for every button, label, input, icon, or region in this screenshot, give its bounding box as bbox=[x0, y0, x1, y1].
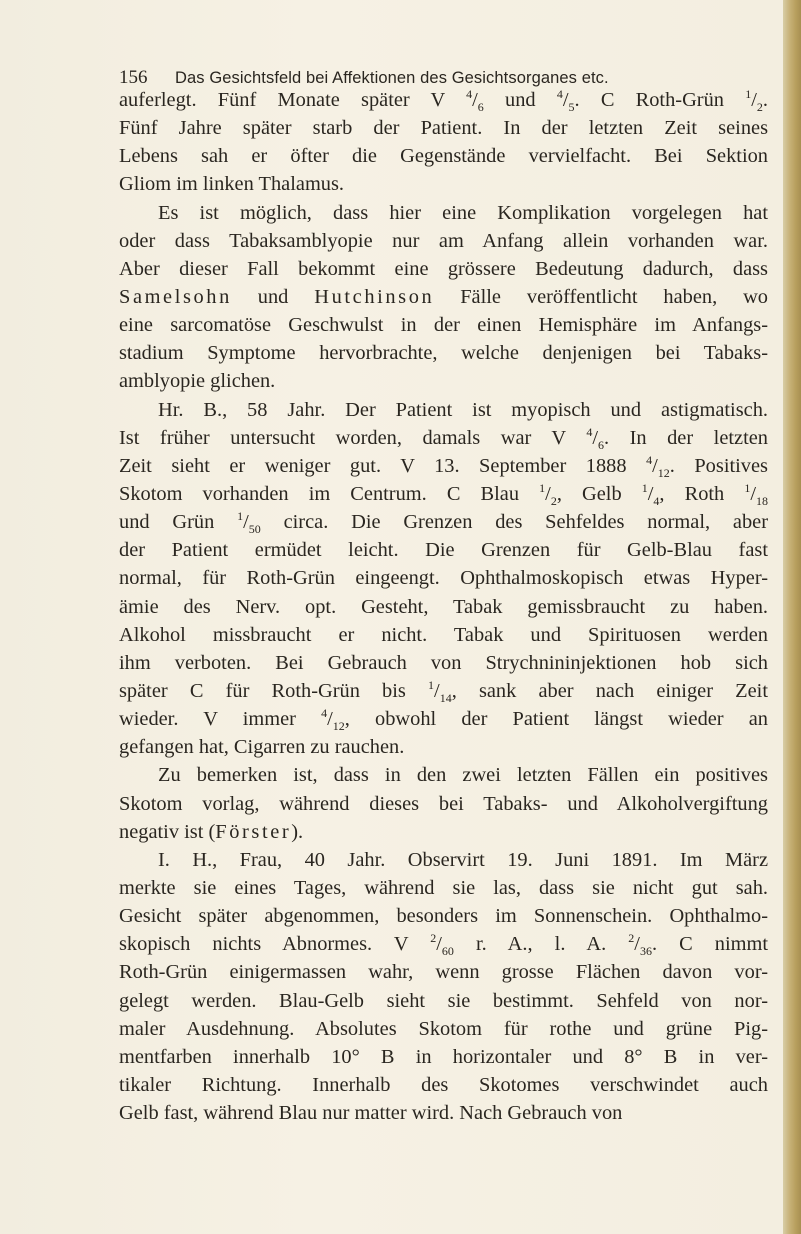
text-line: Gliom im linken Thalamus. bbox=[119, 173, 345, 196]
text-line: Zeit sieht er weniger gut. V 13. September 1888 $^4/_{12}$. Positives bbox=[119, 453, 768, 480]
spaced-author-name: Förster bbox=[215, 820, 292, 843]
text-line: I. H., Frau, 40 Jahr. Observirt 19. Juni 1891. Im März bbox=[158, 848, 768, 871]
fraction-numerator: 1 bbox=[539, 481, 546, 496]
fraction-denominator: 6 bbox=[477, 100, 484, 115]
text-line: normal, für Roth-Grün eingeengt. Ophthalmoskopisch etwas Hyper- bbox=[119, 567, 768, 590]
text-line: Fünf Jahre später starb der Patient. In der letzten Zeit seines bbox=[119, 117, 768, 140]
fraction-numerator: 1 bbox=[641, 481, 648, 496]
text-line: mentfarben innerhalb 10° B in horizontaler und 8° B in ver- bbox=[119, 1045, 768, 1068]
fraction-denominator: 2 bbox=[756, 100, 763, 115]
spaced-author-name: Hutchinson bbox=[314, 285, 435, 308]
fraction-numerator: 4 bbox=[556, 87, 563, 102]
fraction-denominator: 4 bbox=[653, 494, 660, 509]
text-line: gelegt werden. Blau-Gelb sieht sie bestimmt. Sehfeld von nor- bbox=[119, 989, 768, 1012]
fraction-numerator: 1 bbox=[744, 481, 751, 496]
text-line: Ist früher untersucht worden, damals war V $^4/_6$. In der letzten bbox=[119, 424, 768, 452]
fraction-denominator: 50 bbox=[248, 522, 261, 537]
text-line: stadium Symptome hervorbrachte, welche denjenigen bei Tabaks- bbox=[119, 342, 768, 365]
text-line: Es ist möglich, dass hier eine Komplikation vorgelegen hat bbox=[158, 201, 768, 224]
text-line: maler Ausdehnung. Absolutes Skotom für rothe und grüne Pig- bbox=[119, 1017, 768, 1040]
text-line: Skotom vorhanden im Centrum. C Blau $^1/_2$, Gelb $^1/_4$, Roth $^1/_{18}$ bbox=[119, 481, 769, 509]
fraction-denominator: 36 bbox=[639, 944, 652, 959]
fraction-denominator: 6 bbox=[597, 437, 604, 452]
fraction-numerator: 1 bbox=[428, 678, 435, 693]
text-line: ihm verboten. Bei Gebrauch von Strychnininjektionen hob sich bbox=[119, 651, 768, 674]
text-line: Samelsohn und Hutchinson Fälle veröffentlicht haben, wo bbox=[119, 285, 768, 308]
text-line: Aber dieser Fall bekommt eine grössere Bedeutung dadurch, dass bbox=[119, 257, 768, 280]
text-line: gefangen hat, Cigarren zu rauchen. bbox=[119, 736, 405, 759]
fraction-denominator: 12 bbox=[332, 719, 345, 734]
fraction-denominator: 18 bbox=[756, 494, 769, 509]
fraction-denominator: 5 bbox=[568, 100, 575, 115]
text-line: auferlegt. Fünf Monate später V $^4/_6$ und $^4/_5$. C Roth-Grün $^1/_2$. bbox=[119, 87, 768, 115]
text-line: amblyopie glichen. bbox=[119, 370, 276, 393]
fraction-numerator: 4 bbox=[646, 453, 653, 468]
fraction-numerator: 2 bbox=[628, 931, 635, 946]
fraction-denominator: 12 bbox=[657, 465, 670, 480]
page-number: 156 bbox=[119, 67, 148, 88]
fraction-denominator: 14 bbox=[439, 691, 452, 706]
fraction-numerator: 1 bbox=[237, 509, 244, 524]
text-line: Gelb fast, während Blau nur matter wird. Nach Gebrauch von bbox=[119, 1102, 623, 1125]
running-title: Das Gesichtsfeld bei Affektionen des Gesichtsorganes etc. bbox=[175, 69, 609, 87]
text-line: der Patient ermüdet leicht. Die Grenzen für Gelb-Blau fast bbox=[119, 539, 768, 562]
text-line: negativ ist (Förster). bbox=[119, 820, 304, 843]
body-text bbox=[119, 86, 768, 1127]
text-line: eine sarcomatöse Geschwulst in der einen Hemisphäre im Anfangs- bbox=[119, 314, 768, 337]
text-line: wieder. V immer $^4/_{12}$, obwohl der Patient längst wieder an bbox=[119, 706, 768, 734]
page-edge bbox=[783, 0, 801, 1234]
text-line: oder dass Tabaksamblyopie nur am Anfang allein vorhanden war. bbox=[119, 229, 768, 252]
text-line: Gesicht später abgenommen, besonders im Sonnenschein. Ophthalmo- bbox=[119, 905, 768, 928]
fraction-numerator: 2 bbox=[430, 931, 437, 946]
fraction-denominator: 2 bbox=[550, 494, 557, 509]
text-line: merkte sie eines Tages, während sie las, dass sie nicht gut sah. bbox=[119, 876, 768, 899]
text-line: Zu bemerken ist, dass in den zwei letzten Fällen ein positives bbox=[158, 764, 768, 787]
fraction-denominator: 60 bbox=[441, 944, 454, 959]
fraction-numerator: 4 bbox=[586, 424, 593, 439]
spaced-author-name: Samelsohn bbox=[119, 285, 232, 308]
fraction-numerator: 4 bbox=[321, 706, 328, 721]
fraction-numerator: 4 bbox=[466, 87, 473, 102]
text-line: und Grün $^1/_{50}$ circa. Die Grenzen des Sehfeldes normal, aber bbox=[119, 509, 768, 537]
text-line: ämie des Nerv. opt. Gesteht, Tabak gemissbraucht zu haben. bbox=[119, 595, 768, 618]
text-line: später C für Roth-Grün bis $^1/_{14}$, sank aber nach einiger Zeit bbox=[119, 678, 768, 706]
text-line: Hr. B., 58 Jahr. Der Patient ist myopisch und astigmatisch. bbox=[158, 398, 768, 421]
text-line: skopisch nichts Abnormes. V $^2/_{60}$ r. A., l. A. $^2/_{36}$. C nimmt bbox=[119, 931, 769, 959]
text-line: Roth-Grün einigermassen wahr, wenn grosse Flächen davon vor- bbox=[119, 961, 768, 984]
fraction-numerator: 1 bbox=[745, 87, 752, 102]
text-line: Alkohol missbraucht er nicht. Tabak und Spirituosen werden bbox=[119, 623, 768, 646]
text-line: Lebens sah er öfter die Gegenstände vervielfacht. Bei Sektion bbox=[119, 145, 768, 168]
text-line: Skotom vorlag, während dieses bei Tabaks- und Alkoholvergiftung bbox=[119, 792, 768, 815]
text-line: tikaler Richtung. Innerhalb des Skotomes verschwindet auch bbox=[119, 1073, 768, 1096]
